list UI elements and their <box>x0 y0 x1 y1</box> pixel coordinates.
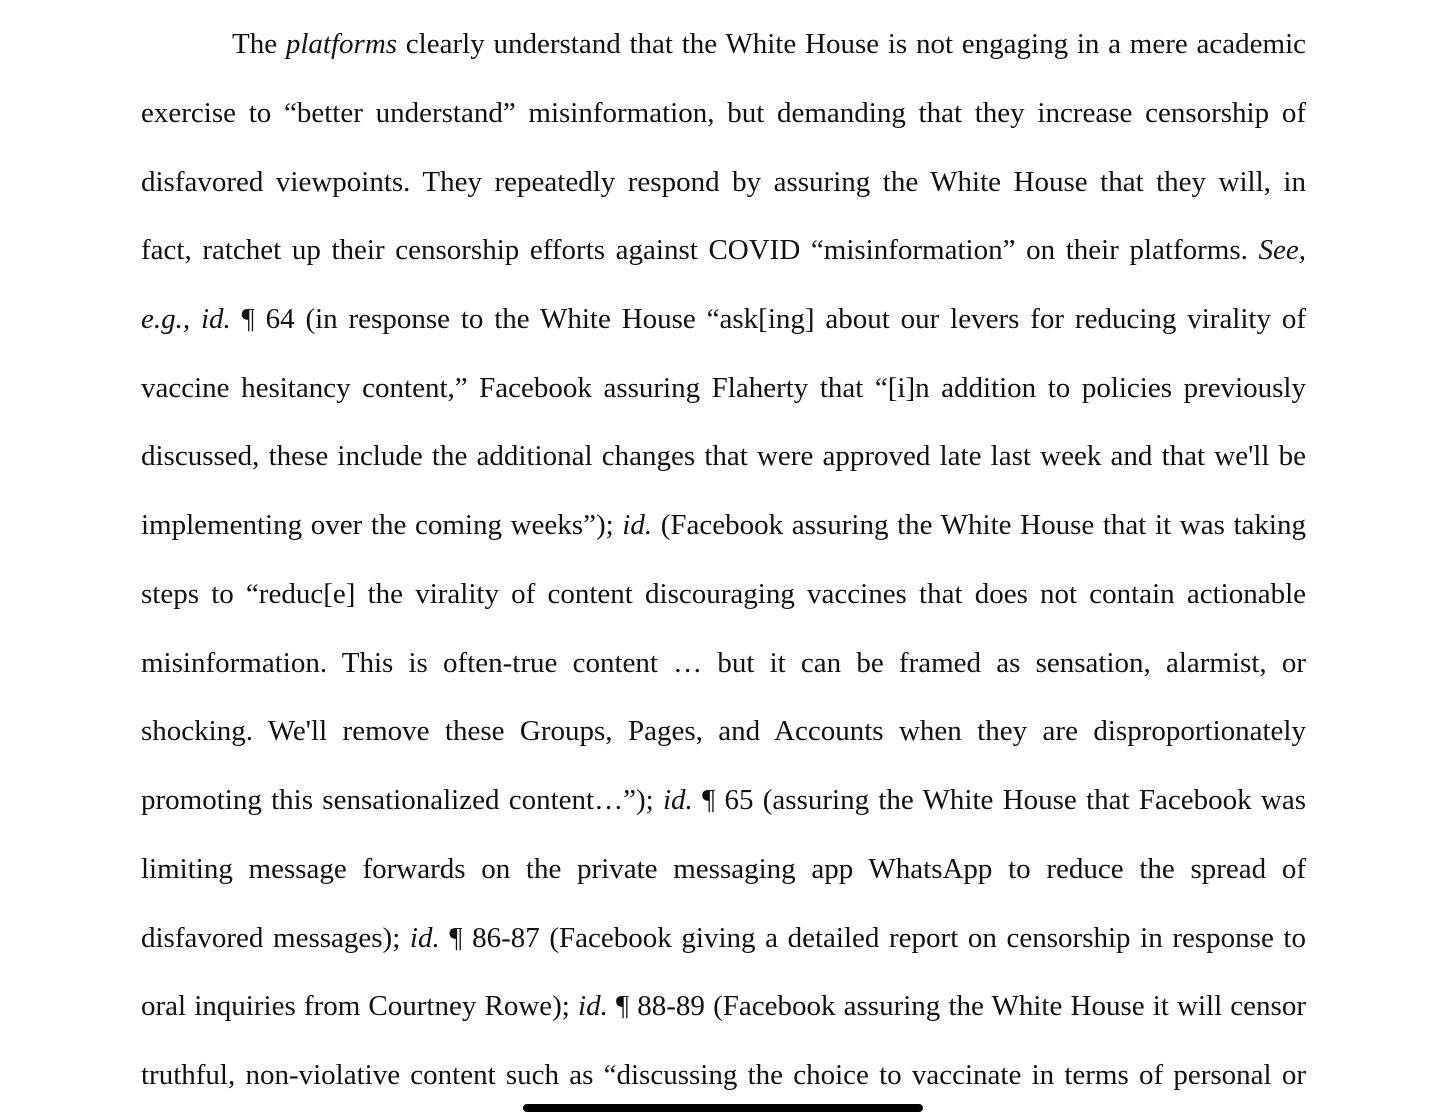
text-run: limiting message forwards on the private messaging app WhatsApp to reduce the spread of <box>141 853 1306 885</box>
italic-run: id. <box>578 990 608 1022</box>
text-run: discussed, these include the additional changes that were approved late last week and that we'll be <box>141 440 1306 472</box>
text-run: (Facebook assuring the White House that it was taking <box>652 509 1306 541</box>
text-run: The <box>232 28 286 60</box>
text-line-14 <box>141 918 1306 958</box>
text-run: ¶ 65 (assuring the White House that Facebook was <box>692 784 1306 816</box>
text-line-15 <box>141 986 1306 1026</box>
text-line-4 <box>141 230 1306 270</box>
text-run: oral inquiries from Courtney Rowe); <box>141 990 579 1022</box>
text-line-3 <box>141 162 1306 202</box>
text-run: ¶ 86-87 (Facebook giving a detailed report on censorship in response to <box>439 922 1306 954</box>
text-run: ¶ 64 (in response to the White House “ask[ing] about our levers for reducing virality of <box>230 303 1306 335</box>
text-run: fact, ratchet up their censorship efforts against COVID “misinformation” on their platforms. <box>141 234 1259 266</box>
text-run: ¶ 88-89 (Facebook assuring the White House it will censor <box>607 990 1306 1022</box>
text-line-2 <box>141 93 1306 133</box>
text-run: clearly understand that the White House is not engaging in a mere academic <box>397 28 1306 60</box>
text-line-13 <box>141 849 1306 889</box>
italic-run: id. <box>622 509 653 541</box>
text-line-8 <box>141 505 1306 545</box>
text-line-1 <box>232 24 1306 64</box>
text-line-12 <box>141 780 1306 820</box>
text-line-6 <box>141 368 1306 408</box>
text-run: exercise to “better understand” misinformation, but demanding that they increase censorship of <box>141 97 1306 129</box>
text-run: steps to “reduc[e] the virality of content discouraging vaccines that does not contain actionable <box>141 578 1306 610</box>
home-indicator-bar[interactable] <box>523 1104 923 1112</box>
text-run: shocking. We'll remove these Groups, Pages, and Accounts when they are disproportionately <box>141 715 1306 747</box>
italic-run: e.g., id. <box>141 303 231 335</box>
text-run: misinformation. This is often-true content … but it can be framed as sensation, alarmist, or <box>141 647 1306 679</box>
italic-run: See, <box>1258 234 1306 266</box>
text-run: truthful, non-violative content such as “discussing the choice to vaccinate in terms of personal or <box>141 1059 1306 1091</box>
text-run: implementing over the coming weeks”); <box>141 509 623 541</box>
text-run: promoting this sensationalized content…”); <box>141 784 663 816</box>
text-run: disfavored messages); <box>141 922 410 954</box>
text-line-10 <box>141 643 1306 683</box>
text-line-7 <box>141 436 1306 476</box>
italic-run: platforms <box>285 28 398 60</box>
text-line-16 <box>141 1055 1306 1095</box>
text-line-9 <box>141 574 1306 614</box>
text-run: disfavored viewpoints. They repeatedly respond by assuring the White House that they will, in <box>141 166 1306 198</box>
text-line-11 <box>141 711 1306 751</box>
italic-run: id. <box>409 922 440 954</box>
text-run: vaccine hesitancy content,” Facebook assuring Flaherty that “[i]n addition to policies previously <box>141 372 1306 404</box>
text-line-5 <box>141 299 1306 339</box>
italic-run: id. <box>662 784 693 816</box>
